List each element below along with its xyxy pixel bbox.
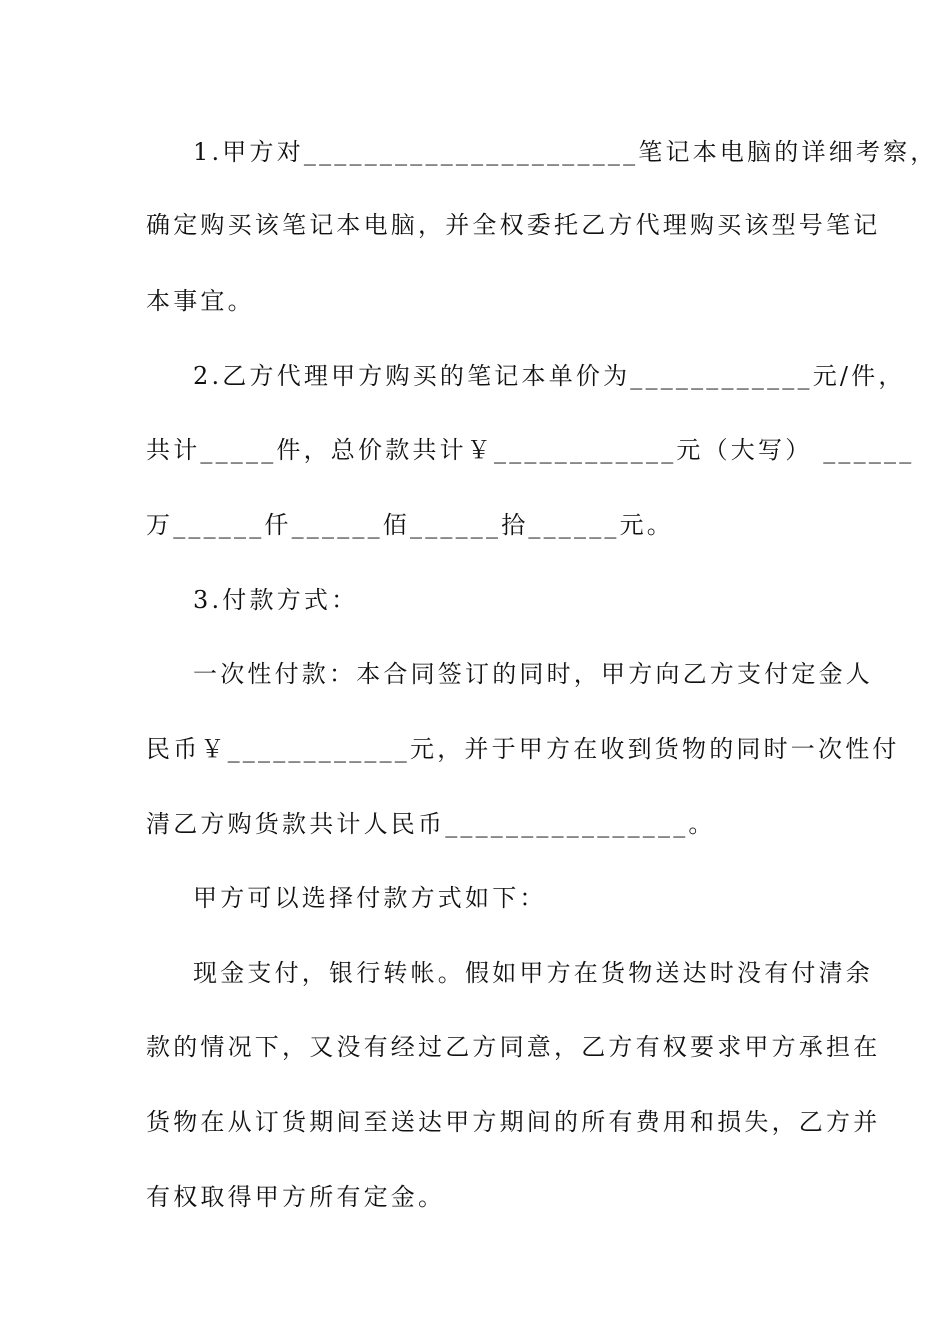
clause-3-heading: 3.付款方式： [193,586,359,614]
lump-sum-line-2: 民币￥____________元，并于甲方在收到货物的同时一次性付 [146,735,900,763]
clause-1-line-3: 本事宜。 [146,287,255,315]
clause-2-line-3: 万______仟______佰______拾______元。 [146,511,674,539]
payment-methods-line-1: 现金支付，银行转帐。假如甲方在货物送达时没有付清余 [193,959,873,987]
lump-sum-line-1: 一次性付款：本合同签订的同时，甲方向乙方支付定金人 [193,660,873,688]
payment-methods-line-4: 有权取得甲方所有定金。 [146,1183,446,1211]
lump-sum-line-3: 清乙方购货款共计人民币________________。 [146,810,716,838]
clause-1-line-1: 1.甲方对______________________笔记本电脑的详细考察， [193,138,938,166]
clause-1-line-2: 确定购买该笔记本电脑，并全权委托乙方代理购买该型号笔记 [146,211,881,239]
clause-2-line-1: 2.乙方代理甲方购买的笔记本单价为____________元/件， [193,362,906,390]
clause-2-line-2: 共计_____件，总价款共计￥____________元（大写） ______ [146,436,915,464]
payment-options-heading: 甲方可以选择付款方式如下： [193,884,547,912]
payment-methods-line-2: 款的情况下，又没有经过乙方同意，乙方有权要求甲方承担在 [146,1033,881,1061]
payment-methods-line-3: 货物在从订货期间至送达甲方期间的所有费用和损失，乙方并 [146,1108,881,1136]
